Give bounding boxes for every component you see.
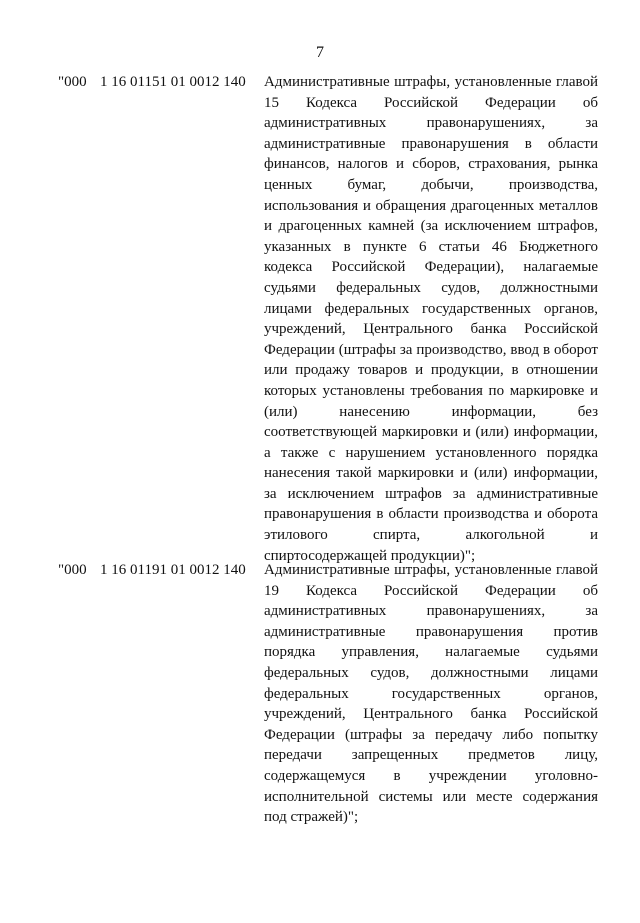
code-description: Административные штрафы, установленные главой 19 Кодекса Российской Федерации об административных правонарушениях, за административные правонарушения против порядка управления, налагаемые судьями федеральных судов, должностными лицами федеральных государственных органов, учреждений, Центрального банка Российской Федерации (штрафы за передачу либо попытку передачи запрещенных предметов лицу, содержащемуся в учреждении уголовно-исполнительной системы или месте содержания под стражей)";	[264, 562, 598, 826]
page-number: 7	[316, 44, 324, 61]
code-prefix: "000	[58, 562, 87, 578]
code-prefix: "000	[58, 74, 87, 90]
budget-classification-code	[58, 72, 246, 93]
code-description: Административные штрафы, установленные главой 15 Кодекса Российской Федерации об административных правонарушениях, за административные правонарушения в области финансов, налогов и сборов, страхования, рынка ценных бумаг, добычи, производства, использования и обращения драгоценных металлов и драгоценных камней (за исключением штрафов, указанных в пункте 6 статьи 46 Бюджетного кодекса Российской Федерации), налагаемые судьями федеральных судов, должностными лицами федеральных государственных органов, учреждений, Центрального банка Российской Федерации (штрафы за производство, ввод в оборот или продажу товаров и продукции, в отношении которых установлены требования по маркировке и (или) нанесению информации, без соответствующей маркировки и (или) информации, а также с нарушением установленного порядка нанесения такой маркировки и (или) информации, за исключением штрафов за административные правонарушения в области производства и оборота этилового спирта, алкогольной и спиртосодержащей продукции)";	[264, 74, 598, 564]
code-value: 1 16 01191 01 0012 140	[100, 562, 246, 578]
code-value: 1 16 01151 01 0012 140	[100, 74, 246, 90]
budget-classification-code	[58, 560, 246, 581]
